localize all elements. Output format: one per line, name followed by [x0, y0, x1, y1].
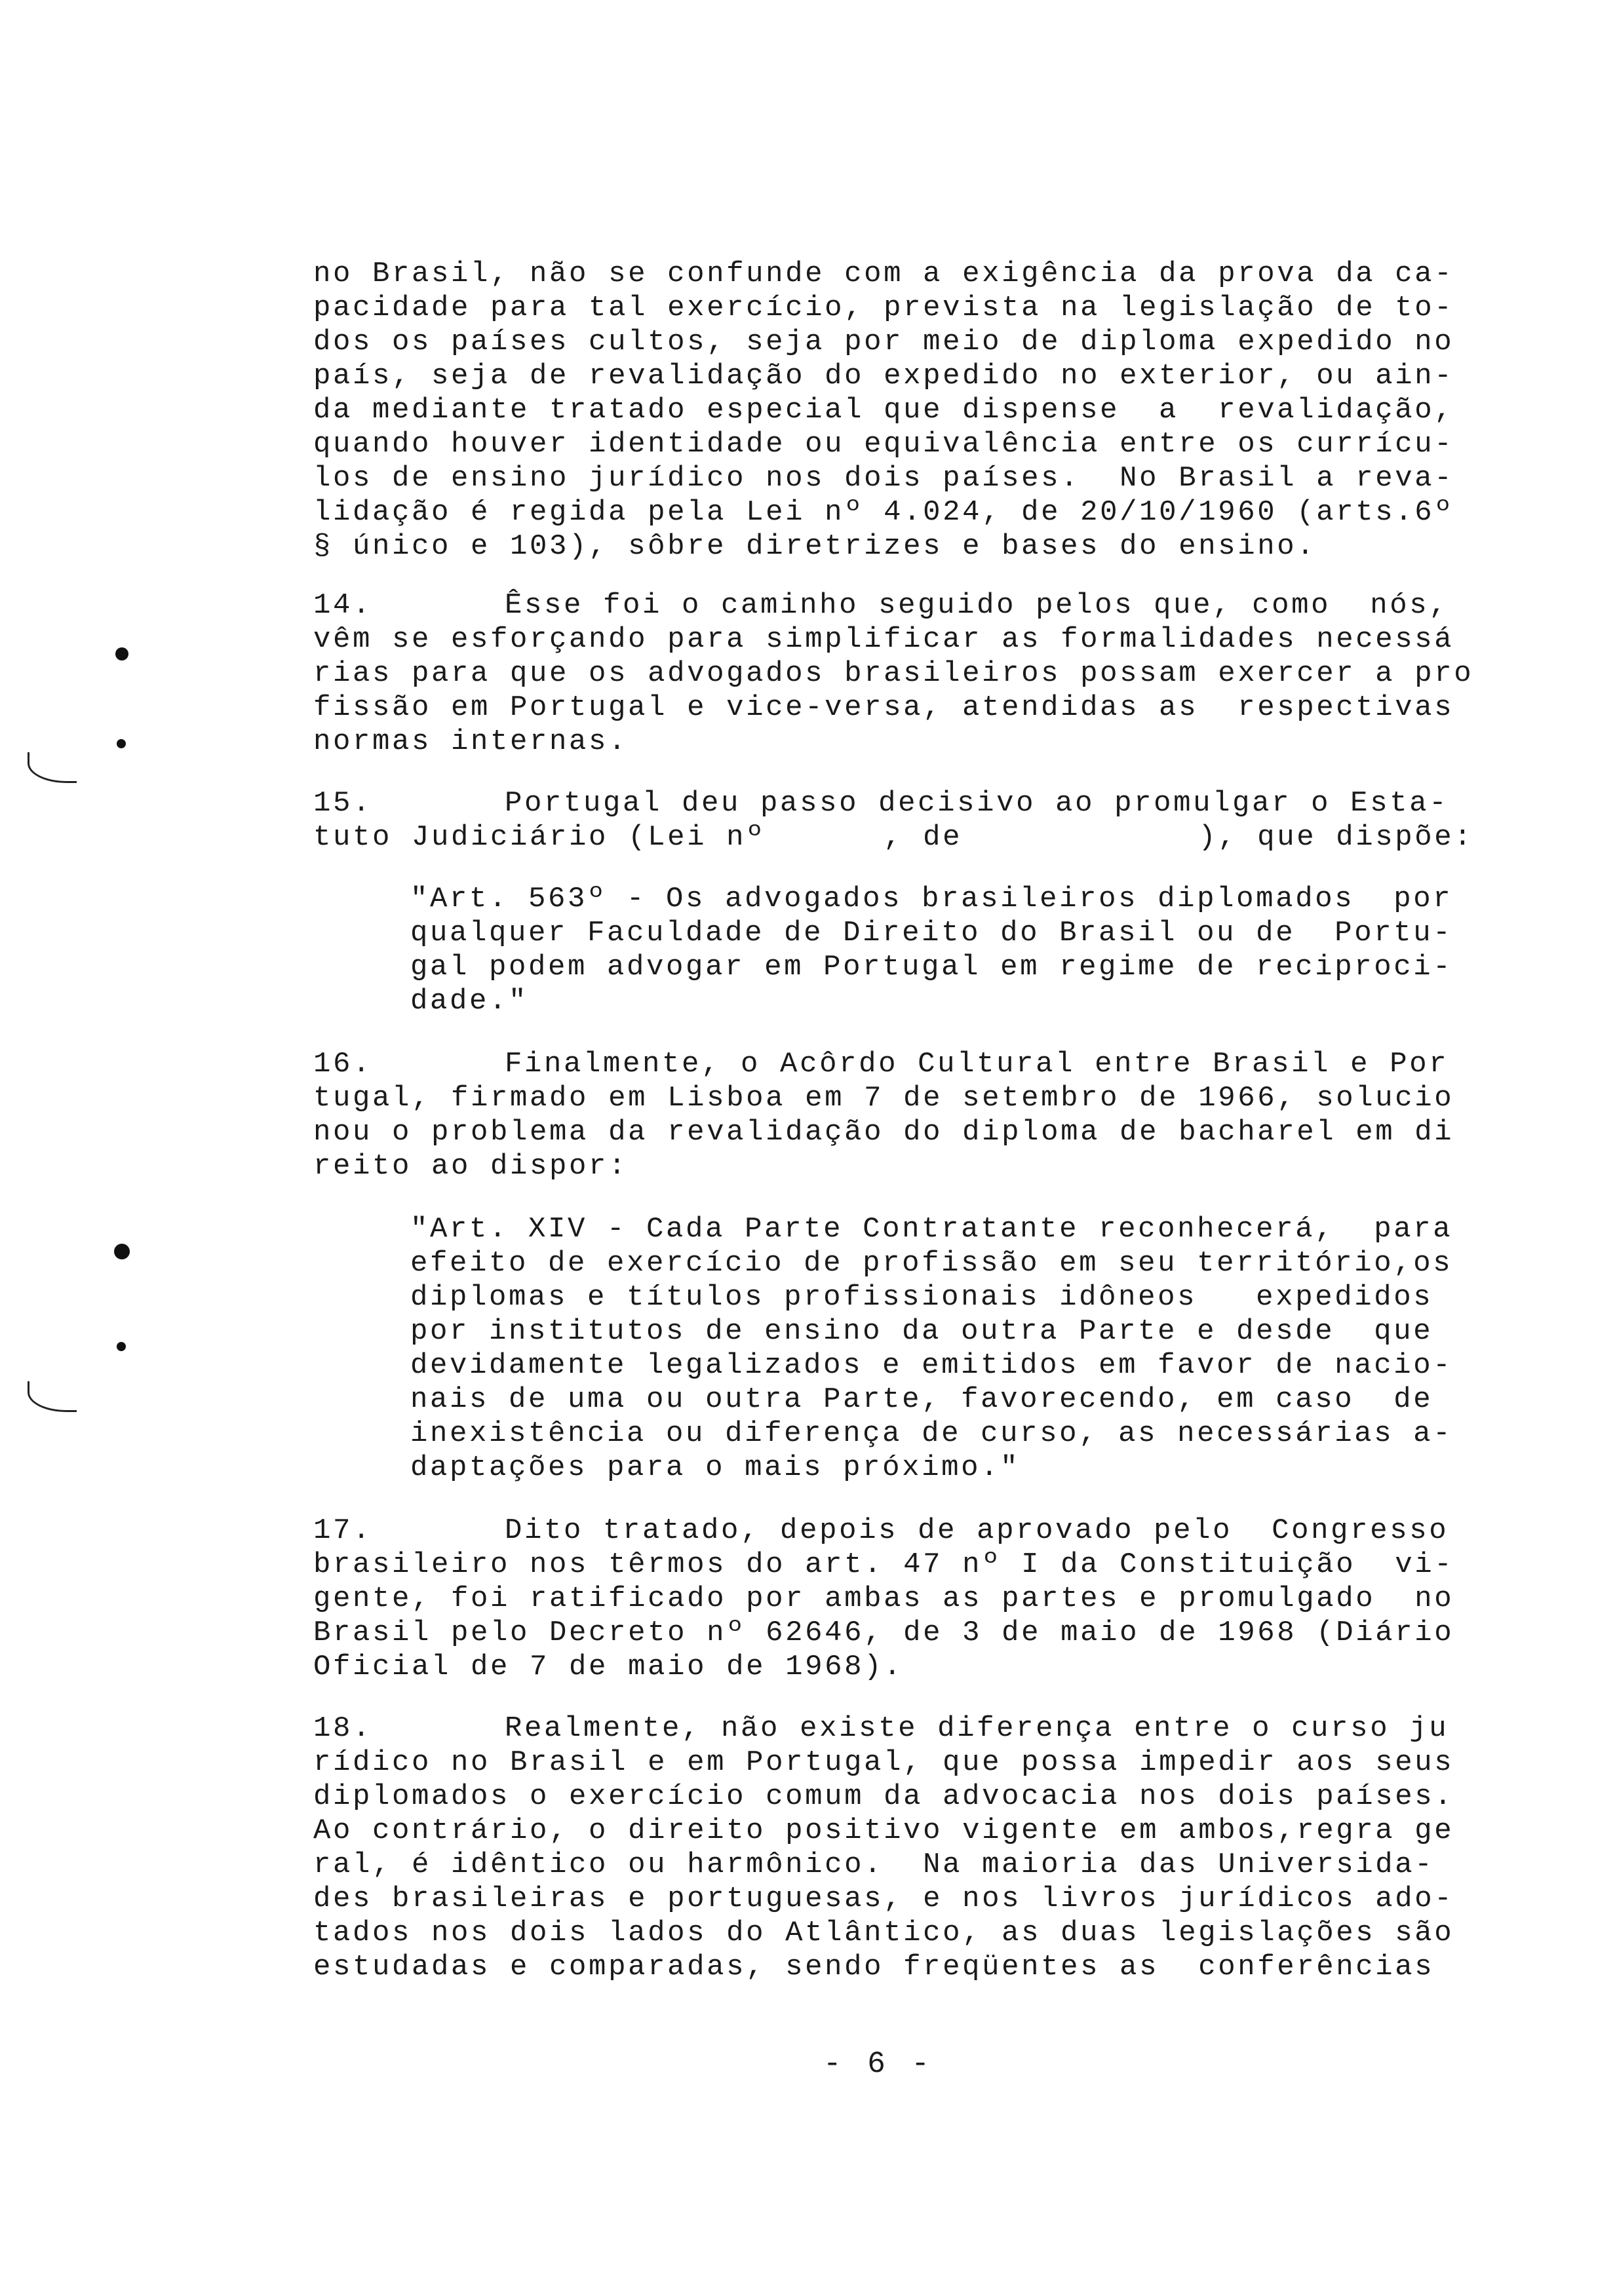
text-line: nou o problema da revalidação do diploma de bacharel em di [313, 1116, 1454, 1149]
text-line: rias para que os advogados brasileiros possam exercer a pro [313, 657, 1474, 690]
text-line: los de ensino jurídico nos dois países. No Brasil a reva- [313, 462, 1454, 495]
text-line: Oficial de 7 de maio de 1968). [313, 1651, 904, 1683]
paragraph-number: 15. [313, 787, 373, 820]
text-line: da mediante tratado especial que dispense a revalidação, [313, 394, 1454, 427]
text-line: Realmente, não existe diferença entre o curso ju [505, 1712, 1449, 1745]
text-line: ral, é idêntico ou harmônico. Na maioria das Universida- [313, 1848, 1435, 1881]
text-line: fissão em Portugal e vice-versa, atendidas as respectivas [313, 691, 1454, 724]
text-line: estudadas e comparadas, sendo freqüentes as conferências [313, 1951, 1435, 1983]
margin-mark [28, 1381, 77, 1412]
text-line: lidação é regida pela Lei nº 4.024, de 20/10/1960 (arts.6º [313, 496, 1454, 529]
punch-hole [117, 739, 126, 748]
text-line: Êsse foi o caminho seguido pelos que, como nós, [505, 589, 1449, 622]
text-line: gente, foi ratificado por ambas as partes e promulgado no [313, 1582, 1454, 1615]
text-line: diplomados o exercício comum da advocacia nos dois países. [313, 1780, 1454, 1813]
text-line: Finalmente, o Acôrdo Cultural entre Brasil e Por [505, 1048, 1449, 1081]
quote-line: efeito de exercício de profissão em seu território,os [410, 1247, 1453, 1280]
text-line: Brasil pelo Decreto nº 62646, de 3 de maio de 1968 (Diário [313, 1617, 1454, 1649]
margin-mark [28, 752, 77, 783]
text-line: tugal, firmado em Lisboa em 7 de setembro de 1966, solucio [313, 1082, 1454, 1115]
paragraph-number: 16. [313, 1048, 373, 1081]
quote-line: por institutos de ensino da outra Parte e desde que [410, 1315, 1433, 1348]
text-line: vêm se esforçando para simplificar as formalidades necessá [313, 623, 1454, 656]
text-line: normas internas. [313, 725, 629, 758]
page-number: - 6 - [823, 2047, 934, 2081]
quote-line: daptações para o mais próximo." [410, 1451, 1021, 1484]
quote-line: devidamente legalizados e emitidos em favor de nacio- [410, 1349, 1453, 1382]
quote-line: inexistência ou diferença de curso, as necessárias a- [410, 1417, 1453, 1450]
text-line: brasileiro nos têrmos do art. 47 nº I da Constituição vi- [313, 1548, 1454, 1581]
text-line: Portugal deu passo decisivo ao promulgar o Esta- [505, 787, 1449, 820]
quote-line: dade." [410, 985, 529, 1018]
text-line: país, seja de revalidação do expedido no exterior, ou ain- [313, 360, 1454, 392]
text-line: tuto Judiciário (Lei nº , de ), que dispõe: [313, 821, 1474, 854]
text-line: tados nos dois lados do Atlântico, as duas legislações são [313, 1917, 1454, 1949]
quote-line: gal podem advogar em Portugal em regime de reciproci- [410, 951, 1453, 984]
text-line: Ao contrário, o direito positivo vigente em ambos,regra ge [313, 1814, 1454, 1847]
quote-line: qualquer Faculdade de Direito do Brasil ou de Portu- [410, 917, 1453, 949]
text-line: dos os países cultos, seja por meio de diploma expedido no [313, 326, 1454, 358]
paragraph-number: 14. [313, 589, 373, 622]
paragraph-number: 17. [313, 1514, 373, 1547]
text-line: § único e 103), sôbre diretrizes e bases do ensino. [313, 530, 1317, 563]
text-line: quando houver identidade ou equivalência entre os currícu- [313, 428, 1454, 461]
quote-line: diplomas e títulos profissionais idôneos expedidos [410, 1281, 1433, 1314]
quote-line: nais de uma ou outra Parte, favorecendo, em caso de [410, 1383, 1433, 1416]
quote-line: "Art. 563º - Os advogados brasileiros diplomados por [410, 883, 1453, 915]
text-line: Dito tratado, depois de aprovado pelo Congresso [505, 1514, 1449, 1547]
quote-line: "Art. XIV - Cada Parte Contratante reconhecerá, para [410, 1213, 1453, 1246]
paragraph-number: 18. [313, 1712, 373, 1745]
text-line: no Brasil, não se confunde com a exigência da prova da ca- [313, 258, 1454, 290]
punch-hole [114, 1244, 130, 1259]
text-line: des brasileiras e portuguesas, e nos livros jurídicos ado- [313, 1883, 1454, 1915]
text-line: rídico no Brasil e em Portugal, que possa impedir aos seus [313, 1746, 1454, 1779]
text-line: pacidade para tal exercício, prevista na legislação de to- [313, 292, 1454, 324]
punch-hole [117, 1342, 126, 1351]
text-line: reito ao dispor: [313, 1150, 629, 1183]
punch-hole [115, 647, 128, 660]
